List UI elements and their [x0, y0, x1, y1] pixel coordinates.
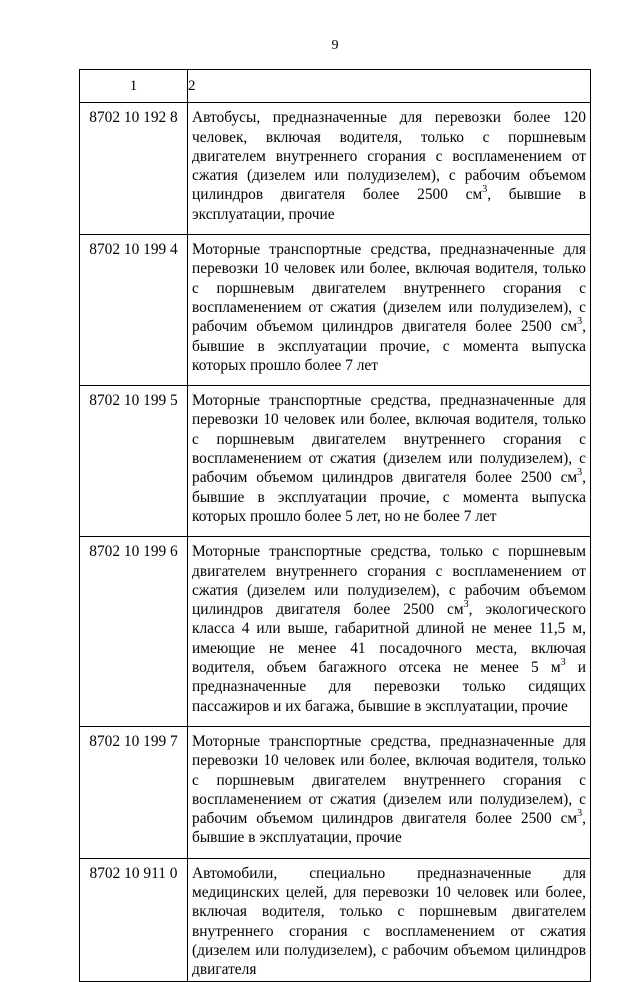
- commodity-description: [188, 386, 591, 537]
- page-number: 9: [331, 38, 339, 53]
- superscript: 3: [577, 467, 583, 479]
- table-header-row: [80, 70, 591, 103]
- tariff-table: [79, 69, 591, 982]
- description-text: Моторные транспортные средства, предназначенные для перевозки 10 человек или более, включая водителя, только с поршневым двигателем внутреннего сгорания с воспламенением от сжатия (дизелем или полудизелем), с рабочим объемом цилиндров двигателя более 2500 см: [192, 392, 586, 487]
- commodity-description: [188, 235, 591, 386]
- description-text: Автомобили, специально предназначенные для медицинских целей, для перевозки 10 человек или более, включая водителя, только с поршневым двигателем внутреннего сгорания с воспламенением от сжатия (дизелем или полудизелем), с рабочим объемом цилиндров двигателя: [192, 864, 586, 979]
- commodity-description: [188, 726, 591, 858]
- superscript: 3: [560, 657, 566, 669]
- description-text: Автобусы, предназначенные для перевозки более 120 человек, включая водителя, только с поршневым двигателем внутреннего сгорания с воспламенением от сжатия (дизелем или полудизелем), с рабочим объемом цилиндров двигателя более 2500 см: [192, 109, 586, 204]
- commodity-code: 8702 10 199 7: [80, 726, 188, 858]
- description-text: , бывшие в эксплуатации прочие, с момента выпуска которых прошло более 7 лет: [192, 318, 586, 374]
- superscript: 3: [463, 599, 469, 611]
- superscript: 3: [577, 316, 583, 328]
- commodity-description: [188, 537, 591, 727]
- description-text: , экологического класса 4 или выше, габаритной длиной не менее 11,5 м, имеющие не менее 41 посадочного места, включая водителя, объем багажного отсека не менее 5 м: [192, 601, 586, 677]
- description-text: , бывшие в эксплуатации прочие, с момента выпуска которых прошло более 5 лет, но не более 7 лет: [192, 469, 586, 525]
- column-header-2: 2: [188, 70, 591, 103]
- description-text: Моторные транспортные средства, предназначенные для перевозки 10 человек или более, включая водителя, только с поршневым двигателем внутреннего сгорания с воспламенением от сжатия (дизелем или полудизелем), с рабочим объемом цилиндров двигателя более 2500 см: [192, 732, 586, 828]
- commodity-description: [188, 103, 591, 235]
- table-row: [80, 858, 591, 982]
- superscript: 3: [482, 184, 488, 196]
- commodity-code: 8702 10 192 8: [80, 103, 188, 235]
- description-text: , бывшие в эксплуатации, прочие: [192, 810, 586, 847]
- table-row: [80, 235, 591, 386]
- commodity-code: 8702 10 199 4: [80, 235, 188, 386]
- table-row: [80, 726, 591, 858]
- description-text: и предназначенные для перевозки только сидящих пассажиров и их багажа, бывшие в эксплуатации, прочие: [192, 659, 586, 715]
- description-text: Моторные транспортные средства, только с поршневым двигателем внутреннего сгорания с воспламенением от сжатия (дизелем или полудизелем), с рабочим объемом цилиндров двигателя более 2500 см: [192, 543, 586, 619]
- commodity-code: 8702 10 199 5: [80, 386, 188, 537]
- column-header-1: 1: [80, 70, 188, 103]
- table-row: [80, 386, 591, 537]
- table-row: [80, 103, 591, 235]
- commodity-code: 8702 10 911 0: [80, 858, 188, 982]
- table-row: [80, 537, 591, 727]
- commodity-description: [188, 858, 591, 982]
- description-text: Моторные транспортные средства, предназначенные для перевозки 10 человек или более, включая водителя, только с поршневым двигателем внутреннего сгорания с воспламенением от сжатия (дизелем или полудизелем), с рабочим объемом цилиндров двигателя более 2500 см: [192, 241, 586, 336]
- description-text: , бывшие в эксплуатации, прочие: [192, 186, 587, 223]
- commodity-code: 8702 10 199 6: [80, 537, 188, 727]
- superscript: 3: [577, 808, 583, 820]
